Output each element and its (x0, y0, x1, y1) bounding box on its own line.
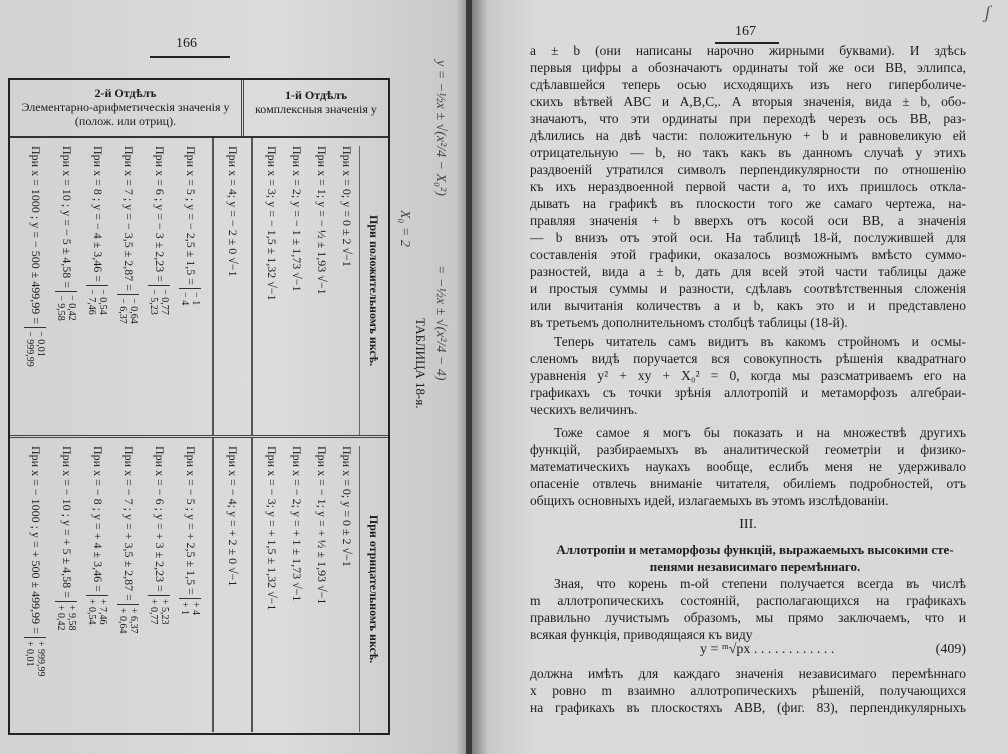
value-pair (118, 604, 140, 634)
section-subtitle: комплексныя значенія y (255, 102, 377, 116)
page-number-right: 167 (735, 24, 756, 39)
text-line: всякая функція, приводящаяся къ виду (530, 627, 753, 642)
text-line: первыя цифры a обозначаютъ ординаты той же оси ВВ, эллипса, (530, 60, 966, 75)
paragraph-1 (530, 42, 966, 331)
row-expression: При x = 5 ; y = − 2,5 ± 1,5 = (184, 146, 198, 286)
elementary-row (113, 446, 144, 732)
paragraph-5 (530, 665, 966, 716)
row-expression: При x = − 7 ; y = + 3,5 ± 2,87 = (122, 446, 136, 601)
row-expression: При x = − 10 ; y = + 5 ± 4,58 = (60, 446, 74, 598)
text-line: Теперь читатель самъ видитъ въ какомъ стройномъ и осмы- (554, 334, 966, 349)
text-line: Зная, что корень m-ой степени получается всегда въ числѣ (554, 576, 966, 591)
row-expression: При x = 6 ; y = − 3 ± 2,23 = (153, 146, 167, 283)
row-divider (212, 438, 214, 732)
value-1: − 0,54 (97, 289, 109, 315)
boundary-row: При x = 4; y = − 2 ± 0 √−1 (226, 146, 240, 277)
value-1: + 4 (190, 601, 202, 615)
elementary-row (144, 446, 175, 732)
row-expression: При x = − 5 ; y = + 2,5 ± 1,5 = (184, 446, 198, 595)
row-expression: При x = 10 ; y = − 5 ± 4,58 = (60, 146, 74, 289)
text-line: или вычитанія количествъ a и b, какъ это и и представлено (530, 298, 966, 313)
value-2: + 0,54 (86, 598, 98, 625)
table-half-positive (10, 138, 388, 435)
boundary-row: При x = − 4; y = + 2 ± 0 √−1 (226, 446, 240, 587)
row-expression: При x = − 1000 ; y = + 500 ± 499,99 = (29, 446, 43, 634)
elementary-row (175, 446, 206, 732)
value-pair (25, 637, 47, 677)
value-1: + 7,46 (97, 598, 109, 625)
header-section-2 (10, 80, 244, 136)
elementary-row (82, 446, 113, 732)
text-line: раздвоеній утратился символъ перпендикулярности по отношенію (530, 162, 966, 177)
text-line: опасеніе отвлечь вниманіе читателя, обиліемъ подробностей, отъ (530, 476, 966, 491)
value-pair (87, 595, 109, 625)
text-line: математическихъ наукахъ вообще, еслибъ меня не удерживало (530, 459, 966, 474)
handwritten-line: y = −½x ± √(x²/4 − X₀²) (433, 60, 448, 196)
value-2: + 0,77 (148, 598, 160, 625)
text-line: должна имѣть для каждаго значенія независимаго перемѣннаго (530, 666, 966, 681)
table-body (10, 138, 388, 733)
value-pair (56, 601, 78, 631)
section-title-line: Аллотропіи и метаморфозы функцій, выражаемыхъ высокими сте- (556, 542, 954, 557)
text-line: къ ихъ нераздвоенной первой части a, то ихъ пришлось откла- (530, 179, 966, 194)
complex-row: При x = 3; y = − 1,5 ± 1,32 √−1 (265, 146, 279, 301)
value-2: + 0,64 (117, 607, 129, 634)
handwritten-line: X₀ = 2 (397, 210, 412, 247)
elementary-row (144, 146, 175, 435)
elementary-row (82, 146, 113, 435)
text-line: дывать на графикѣ въ плоскости того же самаго чертежа, на- (530, 196, 966, 211)
text-line: уравненія y² + xy + X₀² = 0, когда мы разсматриваемъ его на (530, 368, 966, 383)
pencil-mark: ʃ (985, 2, 991, 22)
value-2: − 999,99 (24, 331, 36, 367)
section-title (545, 541, 965, 575)
value-1: + 9,58 (66, 604, 78, 631)
value-pair (149, 595, 171, 625)
text-line: a ± b (они написаны нарочно жирными буквами). И здѣсь (530, 43, 966, 58)
paragraph-3 (530, 424, 966, 509)
text-line: правляя значенія + b вверхъ отъ косой оси ВВ, а значенія (530, 213, 966, 228)
header-section-1 (244, 80, 388, 136)
half-heading: При отрицательномъ иксѣ. (359, 446, 388, 732)
half-heading: При положительномъ иксѣ. (359, 146, 388, 435)
table-18 (8, 78, 390, 735)
page-number-left: 166 (176, 36, 197, 51)
value-pair (149, 285, 171, 315)
equation-body: y = ᵐ√px . . . . . . . . . . . . (700, 642, 835, 657)
complex-row: При x = 0; y = 0 ± 2 √−1 (340, 446, 354, 567)
text-line: Тоже самое я могъ бы показать и на множествѣ другихъ (554, 425, 966, 440)
elementary-row (175, 146, 206, 435)
section-subtitle: Элементарно-арифметическія значенія y (21, 100, 230, 114)
elementary-row (51, 446, 82, 732)
elementary-row (20, 446, 51, 732)
value-2: + 0,42 (55, 604, 67, 631)
section-number: III. (739, 517, 757, 532)
row-divider (212, 138, 214, 435)
complex-row: При x = − 2; y = + 1 ± 1,73 √−1 (290, 446, 304, 602)
complex-row: При x = 1; y = − ½ ± 1,93 √−1 (315, 146, 329, 295)
row-expression: При x = 1000 ; y = − 500 ± 499,99 = (29, 146, 43, 325)
row-divider (251, 138, 253, 435)
value-2: − 7,46 (86, 289, 98, 315)
text-line: ческихъ величинъ. (530, 402, 638, 417)
text-line: на графикахъ въ плоскостяхъ ABB, (фиг. 83), перпендикулярныхъ (530, 700, 966, 715)
text-line: x ровно m взаимно аллотропическихъ рѣшеній, получающихся (530, 683, 966, 698)
value-pair (25, 327, 47, 367)
row-expression: При x = − 6 ; y = + 3 ± 2,23 = (153, 446, 167, 592)
row-expression: При x = 7 ; y = − 3,5 ± 2,87 = (122, 146, 136, 292)
row-expression: При x = 8 ; y = − 4 ± 3,46 = (91, 146, 105, 283)
text-line: общихъ основныхъ идей, излагаемыхъ въ этомъ изслѣдованіи. (530, 493, 889, 508)
row-divider (251, 438, 253, 732)
value-1: + 5,23 (159, 598, 171, 625)
section-title-line: пенями независимаго перемѣннаго. (649, 559, 861, 574)
text-line: дѣлились на двѣ части: положительную + b и равновеликую ей (530, 128, 966, 143)
paragraph-4 (530, 575, 966, 643)
text-line: и простыя суммы и разности, сдѣлавъ соотвѣтственныя сложенія (530, 281, 966, 296)
value-1: − 0,64 (128, 298, 140, 324)
table-title: ТАБЛИЦА 18-я. (413, 318, 428, 409)
value-2: − 4 (179, 292, 191, 306)
table-header (10, 80, 388, 138)
handwritten-formula (388, 60, 468, 480)
equation-number: (409) (935, 642, 966, 657)
value-2: + 0,01 (24, 640, 36, 667)
paragraph-2 (530, 333, 966, 418)
value-pair (87, 285, 109, 315)
text-line: въ третьемъ дополнительномъ столбцѣ таблицы (18-й). (530, 315, 848, 330)
section-title: 1-й Отдѣлъ (285, 88, 347, 102)
value-1: − 1 (190, 292, 202, 306)
text-line: составленія этой графики, оказалось возможнымъ вмѣсто суммо- (530, 247, 966, 262)
value-1: + 999,99 (35, 640, 47, 677)
text-line: сленомъ видѣ поручается вся совокупность рѣшенія квадратнаго (530, 351, 966, 366)
complex-row: При x = 0; y = 0 ± 2 √−1 (340, 146, 354, 267)
complex-row: При x = 2; y = − 1 ± 1,73 √−1 (290, 146, 304, 292)
value-pair (180, 598, 202, 615)
text-line: скихъ вѣтвей ABC и A,B,C,. А вторыя значенія, вида ± b, обо- (530, 94, 966, 109)
text-line: графикахъ съ точки зрѣнія аллотропій и метаморфозъ алгебраи- (530, 385, 966, 400)
value-pair (56, 291, 78, 321)
value-1: − 0,77 (159, 289, 171, 315)
value-2: − 5,23 (148, 289, 160, 315)
value-2: − 9,58 (55, 295, 67, 321)
text-line: функцій, разбираемыхъ въ аналитической геометріи и физико- (530, 442, 966, 457)
table-half-negative (10, 435, 388, 732)
value-2: − 6,37 (117, 298, 129, 324)
complex-row: При x = − 3; y = + 1,5 ± 1,32 √−1 (265, 446, 279, 611)
value-pair (180, 288, 202, 305)
handwritten-line: = −½x ± √(x²/4 − 4) (433, 265, 448, 381)
section-title: 2-й Отдѣлъ (94, 86, 157, 100)
text-line: — b внизъ отъ этой оси. На таблицѣ 18-й, послужившей для (530, 230, 966, 245)
text-line: m аллотропическихъ состояній, располагающихся на графикахъ (530, 593, 966, 608)
elementary-row (51, 146, 82, 435)
equation-409 (700, 641, 966, 658)
elementary-row (113, 146, 144, 435)
complex-row: При x = − 1; y = + ½ ± 1,93 √−1 (315, 446, 329, 605)
text-line: сдѣлавшейся теперь осью исходящихъ изъ него гиперболиче- (530, 77, 966, 92)
value-pair (118, 294, 140, 324)
page-number-rule (150, 56, 230, 58)
value-1: − 0,42 (66, 295, 78, 321)
text-line: отрицательную — b, но такъ какъ въ данномъ случаѣ у этихъ (530, 145, 966, 160)
text-line: значаютъ, что эти ординаты при переходѣ черезъ ось ВВ, раз- (530, 111, 966, 126)
elementary-row (20, 146, 51, 435)
value-1: + 6,37 (128, 607, 140, 634)
value-2: + 1 (179, 601, 191, 615)
text-line: правильно лучистымъ образомъ, мы прямо заключаемъ, что и (530, 610, 966, 625)
text-line: разностей, вида a ± b, дать для всей этой части таблицы даже (530, 264, 966, 279)
rotated-table-content (10, 138, 388, 733)
value-1: − 0,01 (35, 331, 47, 357)
row-expression: При x = − 8 ; y = + 4 ± 3,46 = (91, 446, 105, 592)
section-note: (полож. или отриц). (74, 114, 177, 128)
